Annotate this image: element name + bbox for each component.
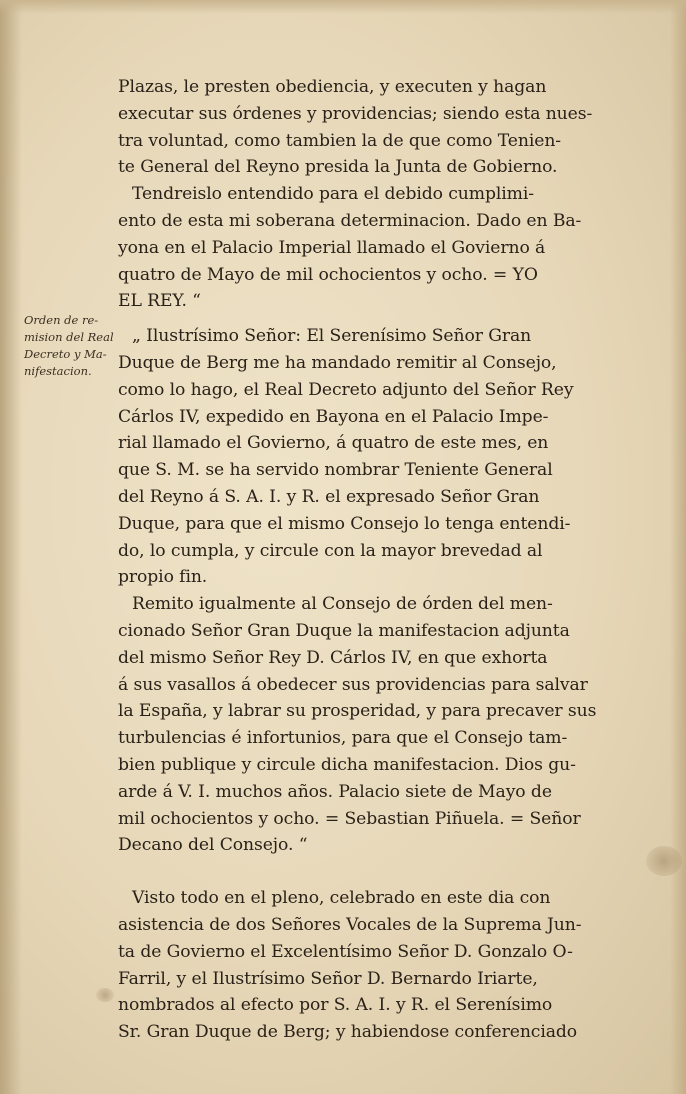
text-line: te General del Reyno presida la Junta de Gobierno.	[118, 157, 558, 178]
text-line: que S. M. se ha servido nombrar Teniente General	[118, 460, 553, 481]
text-line: ta de Govierno el Excelentísimo Señor D. Gonzalo O-	[118, 941, 573, 962]
text-line: tra voluntad, como tambien la de que como Tenien-	[118, 130, 561, 151]
text-line: Tendreislo entendido para el debido cumplimi-	[132, 184, 534, 205]
text-line: Cárlos IV, expedido en Bayona en el Palacio Impe-	[118, 406, 549, 427]
margin-note-line: Decreto y Ma-	[24, 347, 107, 361]
text-line: mil ochocientos y ocho. = Sebastian Piñuela. = Señor	[118, 808, 581, 829]
text-line: yona en el Palacio Imperial llamado el Govierno á	[118, 237, 546, 258]
body-text	[118, 74, 598, 1046]
page-edge-left	[0, 0, 22, 1094]
text-line: Sr. Gran Duque de Berg; y habiendose conferenciado	[118, 1022, 578, 1043]
text-line: Visto todo en el pleno, celebrado en este dia con	[132, 888, 551, 909]
text-line: do, lo cumpla, y circule con la mayor brevedad al	[118, 540, 543, 561]
text-line: como lo hago, el Real Decreto adjunto del Señor Rey	[118, 379, 574, 400]
paragraph-council-session	[118, 885, 598, 1046]
text-line: Remito igualmente al Consejo de órden del men-	[132, 594, 553, 615]
text-line: nombrados al efecto por S. A. I. y R. el Serenísimo	[118, 995, 553, 1016]
text-line: arde á V. I. muchos años. Palacio siete de Mayo de	[118, 781, 552, 802]
text-line: á sus vasallos á obedecer sus providencias para salvar	[118, 674, 588, 695]
paragraph-remission-order	[118, 323, 598, 591]
paper-stain	[96, 988, 114, 1002]
paragraph-decree-closing	[118, 181, 598, 315]
margin-note-line: Orden de re-	[24, 313, 99, 327]
margin-note-line: mision del Real	[24, 330, 114, 344]
text-line: Plazas, le presten obediencia, y executen y hagan	[118, 77, 547, 97]
text-line: ento de esta mi soberana determinacion. Dado en Ba-	[118, 210, 582, 231]
margin-note-line: nifestacion.	[24, 364, 92, 378]
text-line: quatro de Mayo de mil ochocientos y ocho. = YO	[118, 264, 538, 285]
text-line: cionado Señor Gran Duque la manifestacion adjunta	[118, 620, 570, 641]
text-line: rial llamado el Govierno, á quatro de este mes, en	[118, 433, 549, 454]
text-line: executar sus órdenes y providencias; siendo esta nues-	[118, 103, 593, 124]
text-line: del mismo Señor Rey D. Cárlos IV, en que exhorta	[118, 647, 548, 668]
text-line: Decano del Consejo. “	[118, 835, 308, 856]
text-line: del Reyno á S. A. I. y R. el expresado Señor Gran	[118, 486, 540, 507]
paragraph-manifesto-remission	[118, 591, 598, 859]
text-line: Duque, para que el mismo Consejo lo tenga entendi-	[118, 513, 571, 534]
text-line: EL REY. “	[118, 291, 201, 312]
text-line: turbulencias é infortunios, para que el Consejo tam-	[118, 728, 568, 749]
page-edge-right	[670, 0, 686, 1094]
text-line: Duque de Berg me ha mandado remitir al Consejo,	[118, 352, 557, 373]
text-line: la España, y labrar su prosperidad, y para precaver sus	[118, 701, 597, 722]
paragraph-decree-end	[118, 74, 598, 181]
margin-note	[24, 312, 124, 380]
text-line: Farril, y el Ilustrísimo Señor D. Bernardo Iriarte,	[118, 968, 538, 989]
text-line: „ Ilustrísimo Señor: El Serenísimo Señor Gran	[132, 326, 532, 347]
text-line: asistencia de dos Señores Vocales de la Suprema Jun-	[118, 914, 582, 935]
text-line: propio fin.	[118, 567, 208, 588]
paper-stain	[646, 846, 682, 876]
page-edge-top	[0, 0, 686, 14]
text-line: bien publique y circule dicha manifestacion. Dios gu-	[118, 754, 576, 775]
